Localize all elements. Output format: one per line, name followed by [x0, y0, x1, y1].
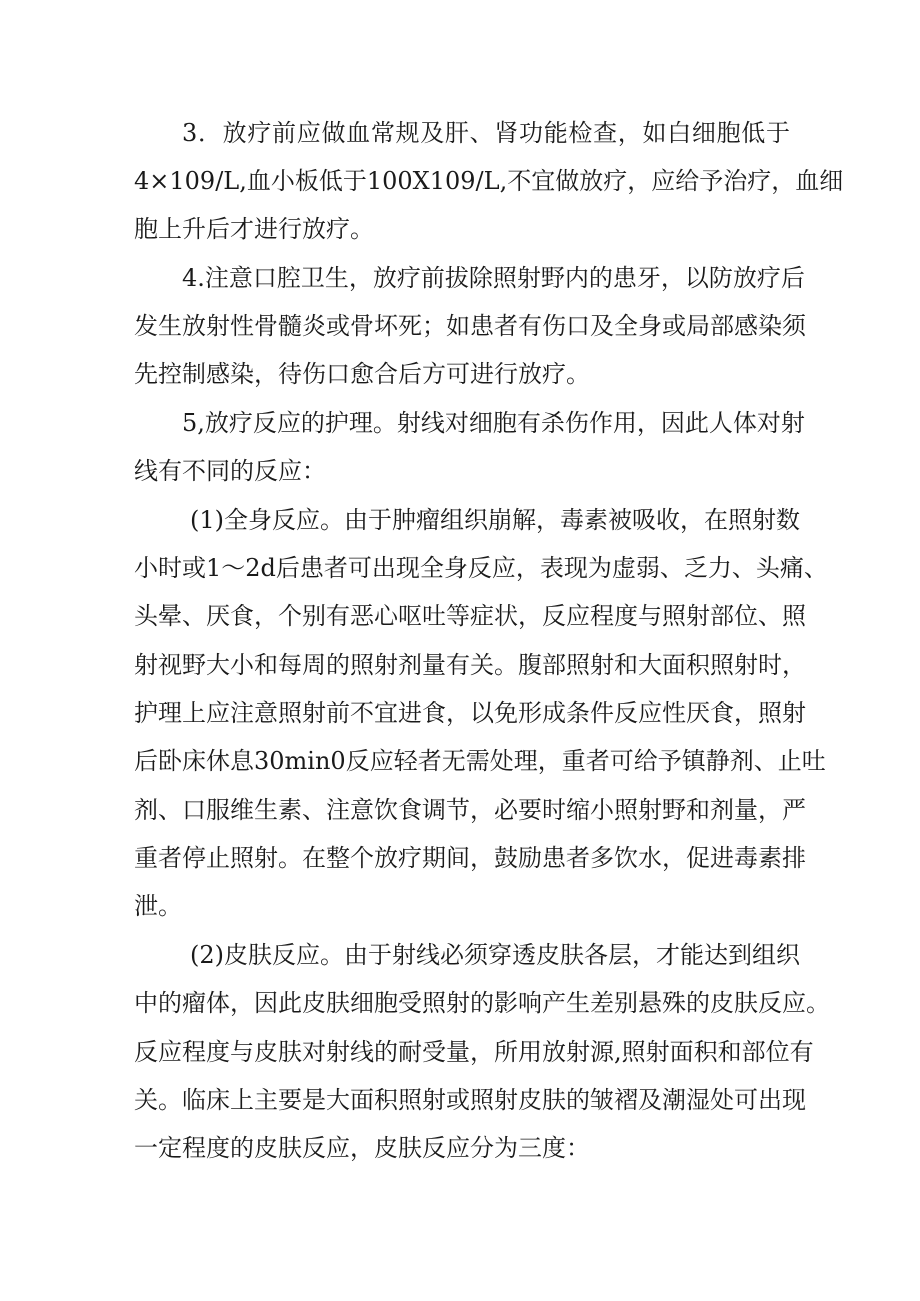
- text-line: 胞上升后才进行放疗。: [134, 215, 374, 243]
- text-line: 5,放疗反应的护理。射线对细胞有杀伤作用，因此人体对射: [182, 409, 805, 437]
- text-line: 先控制感染，待伤口愈合后方可进行放疗。: [134, 360, 590, 388]
- text-line: 小时或1～2d后患者可出现全身反应，表现为虚弱、乏力、头痛、: [134, 554, 828, 582]
- text-line: 4.注意口腔卫生，放疗前拔除照射野内的患牙，以防放疗后: [182, 264, 805, 292]
- text-line: 一定程度的皮肤反应，皮肤反应分为三度：: [134, 1134, 590, 1162]
- text-line: 发生放射性骨髓炎或骨坏死；如患者有伤口及全身或局部感染须: [134, 312, 806, 340]
- text-line: 线有不同的反应：: [134, 457, 326, 485]
- text-line: 后卧床休息30min0反应轻者无需处理，重者可给予镇静剂、止吐: [134, 747, 826, 775]
- text-line: 反应程度与皮肤对射线的耐受量，所用放射源,照射面积和部位有: [134, 1038, 814, 1066]
- text-line: 4×109/L,血小板低于100X109/L,不宜做放疗，应给予治疗，血细: [134, 167, 844, 195]
- text-line: 关。临床上主要是大面积照射或照射皮肤的皱褶及潮湿处可出现: [134, 1086, 806, 1114]
- text-line: 重者停止照射。在整个放疗期间，鼓励患者多饮水，促进毒素排: [134, 844, 806, 872]
- text-line: 头晕、厌食，个别有恶心呕吐等症状，反应程度与照射部位、照: [134, 602, 806, 630]
- text-line: 护理上应注意照射前不宜进食，以免形成条件反应性厌食，照射: [134, 699, 806, 727]
- text-line: 3．放疗前应做血常规及肝、肾功能检查，如白细胞低于: [182, 119, 790, 147]
- text-line: 射视野大小和每周的照射剂量有关。腹部照射和大面积照射时，: [134, 651, 806, 679]
- text-line: (2)皮肤反应。由于射线必须穿透皮肤各层，才能达到组织: [190, 941, 800, 969]
- text-line: 剂、口服维生素、注意饮食调节，必要时缩小照射野和剂量，严: [134, 796, 806, 824]
- text-line: 中的瘤体，因此皮肤细胞受照射的影响产生差别悬殊的皮肤反应。: [134, 989, 830, 1017]
- text-line: 泄。: [134, 892, 182, 920]
- text-line: (1)全身反应。由于肿瘤组织崩解，毒素被吸收，在照射数: [190, 506, 800, 534]
